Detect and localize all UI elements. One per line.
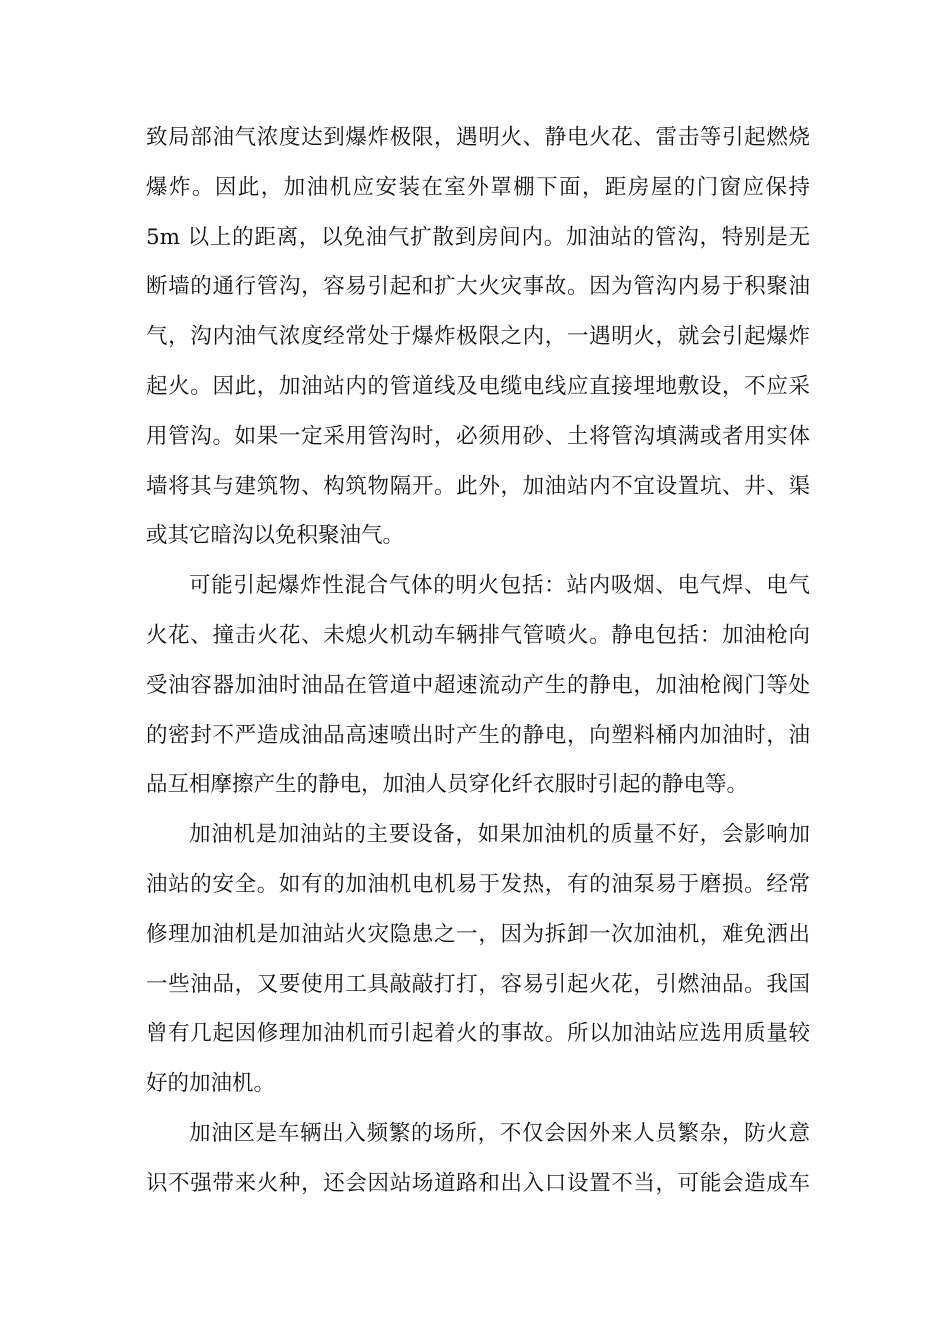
paragraph-p3 — [146, 810, 810, 1109]
text-line: 的密封不严造成油品高速喷出时产生的静电，向塑料桶内加油时，油 — [146, 722, 810, 748]
body-text — [146, 113, 810, 1209]
text-line: 品互相摩擦产生的静电，加油人员穿化纤衣服时引起的静电等。 — [146, 772, 749, 798]
text-line: 加油机是加油站的主要设备，如果加油机的质量不好，会影响加 — [189, 822, 810, 848]
text-line: 墙将其与建筑物、构筑物隔开。此外，加油站内不宜设置坑、井、渠 — [146, 473, 810, 499]
text-line: 一些油品，又要使用工具敲敲打打，容易引起火花，引燃油品。我国 — [146, 971, 810, 997]
text-line: 好的加油机。 — [146, 1071, 276, 1097]
text-line: 火花、撞击火花、未熄火机动车辆排气管喷火。静电包括：加油枪向 — [146, 622, 810, 648]
text-line: 修理加油机是加油站火灾隐患之一，因为拆卸一次加油机，难免洒出 — [146, 921, 810, 947]
text-line: 油站的安全。如有的加油机电机易于发热，有的油泵易于磨损。经常 — [146, 871, 810, 897]
text-line: 5m 以上的距离，以免油气扩散到房间内。加油站的管沟，特别是无 — [146, 224, 810, 250]
text-line: 气，沟内油气浓度经常处于爆炸极限之内，一遇明火，就会引起爆炸 — [146, 324, 810, 350]
text-line: 加油区是车辆出入频繁的场所，不仅会因外来人员繁杂，防火意 — [189, 1120, 810, 1146]
text-line: 或其它暗沟以免积聚油气。 — [146, 523, 405, 549]
text-line: 用管沟。如果一定采用管沟时，必须用砂、土将管沟填满或者用实体 — [146, 423, 810, 449]
text-line: 起火。因此，加油站内的管道线及电缆电线应直接埋地敷设，不应采 — [146, 373, 810, 399]
paragraph-p2 — [146, 561, 810, 810]
text-line: 爆炸。因此，加油机应安装在室外罩棚下面，距房屋的门窗应保持 — [146, 174, 810, 200]
text-line: 受油容器加油时油品在管道中超速流动产生的静电，加油枪阀门等处 — [146, 672, 810, 698]
text-line: 识不强带来火种，还会因站场道路和出入口设置不当，可能会造成车 — [146, 1170, 810, 1196]
paragraph-p4 — [146, 1109, 810, 1209]
text-line: 曾有几起因修理加油机而引起着火的事故。所以加油站应选用质量较 — [146, 1021, 810, 1047]
text-line: 可能引起爆炸性混合气体的明火包括：站内吸烟、电气焊、电气 — [189, 573, 810, 599]
paragraph-p1 — [146, 113, 810, 561]
text-line: 断墙的通行管沟，容易引起和扩大火灾事故。因为管沟内易于积聚油 — [146, 274, 810, 300]
text-line: 致局部油气浓度达到爆炸极限，遇明火、静电火花、雷击等引起燃烧 — [146, 125, 810, 150]
